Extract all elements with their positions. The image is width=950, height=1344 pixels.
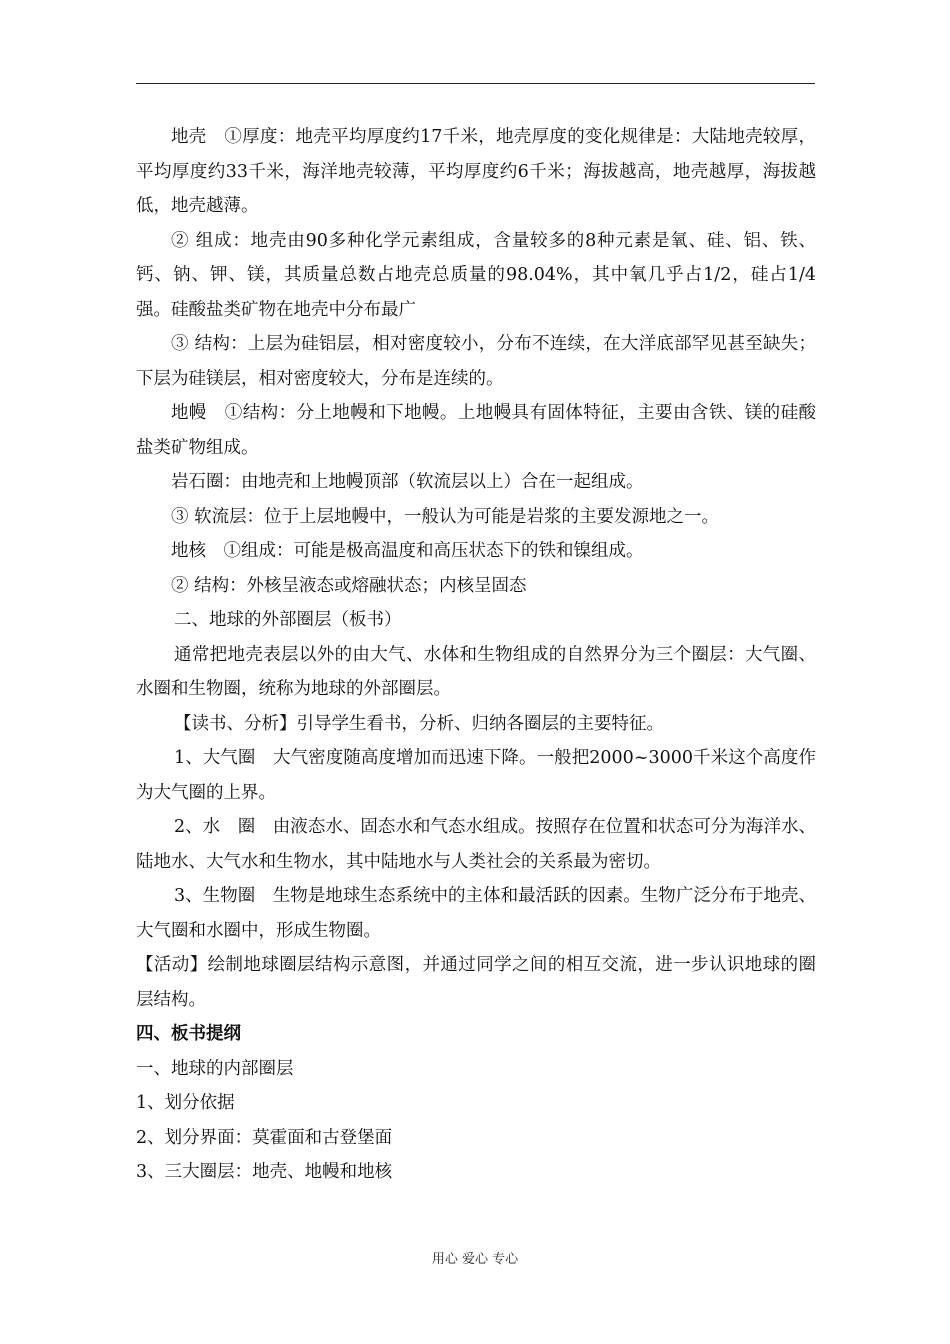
section-heading-external-spheres: 二、地球的外部圈层（板书） [174, 610, 402, 630]
outline-item-division-interfaces: 2、划分界面：莫霍面和古登堡面 [136, 1127, 393, 1148]
paragraph-asthenosphere: ③ 软流层：位于上层地幔中，一般认为可能是岩浆的主要发源地之一。 [171, 506, 720, 527]
paragraph-core-structure: ② 结构：外核呈液态或熔融状态；内核呈固态 [171, 575, 527, 596]
paragraph-lithosphere: 岩石圈：由地壳和上地幔顶部（软流层以上）合在一起组成。 [171, 472, 644, 492]
paragraph-crust-structure: ③ 结构：上层为硅铝层，相对密度较小，分布不连续，在大洋底部罕见甚至缺失；下层为硅镁层，相对密度较大，分布是连续的。 [136, 334, 816, 389]
paragraph-hydrosphere: 2、水 圈 由液态水、固态水和气态水组成。按照存在位置和状态可分为海洋水、陆地水、大气水和生物水，其中陆地水与人类社会的关系最为密切。 [136, 817, 816, 872]
paragraph-atmosphere: 1、大气圈 大气密度随高度增加而迅速下降。一般把2000~3000千米这个高度作为大气圈的上界。 [136, 748, 816, 803]
document-body [136, 120, 816, 1190]
outline-item-division-basis: 1、划分依据 [136, 1093, 235, 1113]
paragraph-crust-thickness: 地壳 ①厚度：地壳平均厚度约17千米，地壳厚度的变化规律是：大陆地壳较厚，平均厚度约33千米，海洋地壳较薄，平均厚度约6千米；海拔越高，地壳越厚，海拔越低，地壳越薄。 [136, 127, 816, 216]
outline-item-internal-spheres: 一、地球的内部圈层 [136, 1058, 294, 1079]
paragraph-external-spheres-intro: 通常把地壳表层以外的由大气、水体和生物组成的自然界分为三个圈层：大气圈、水圈和生物圈，统称为地球的外部圈层。 [136, 644, 816, 699]
paragraph-core-composition: 地核 ①组成：可能是极高温度和高压状态下的铁和镍组成。 [171, 541, 644, 561]
header-rule [136, 83, 815, 84]
outline-item-three-spheres: 3、三大圈层：地壳、地幔和地核 [136, 1162, 393, 1182]
page-footer: 用心 爱心 专心 [431, 1252, 519, 1267]
paragraph-crust-composition: ② 组成：地壳由90多种化学元素组成，含量较多的8种元素是氧、硅、铝、铁、钙、钠、钾、镁，其质量总数占地壳总质量的98.04%，其中氧几乎占1/2，硅占1/4强。硅酸盐类矿物在地壳中分布最广 [136, 230, 816, 320]
paragraph-activity: 【活动】绘制地球圈层结构示意图，并通过同学之间的相互交流，进一步认识地球的圈层结构。 [136, 955, 816, 1010]
paragraph-biosphere: 3、生物圈 生物是地球生态系统中的主体和最活跃的因素。生物广泛分布于地壳、大气圈和水圈中，形成生物圈。 [136, 886, 816, 941]
paragraph-reading-analysis: 【读书、分析】引导学生看书，分析、归纳各圈层的主要特征。 [174, 713, 664, 734]
paragraph-mantle-structure: 地幔 ①结构：分上地幔和下地幔。上地幔具有固体特征，主要由含铁、镁的硅酸盐类矿物组成。 [136, 403, 816, 458]
section-heading-outline: 四、板书提纲 [136, 1024, 241, 1044]
